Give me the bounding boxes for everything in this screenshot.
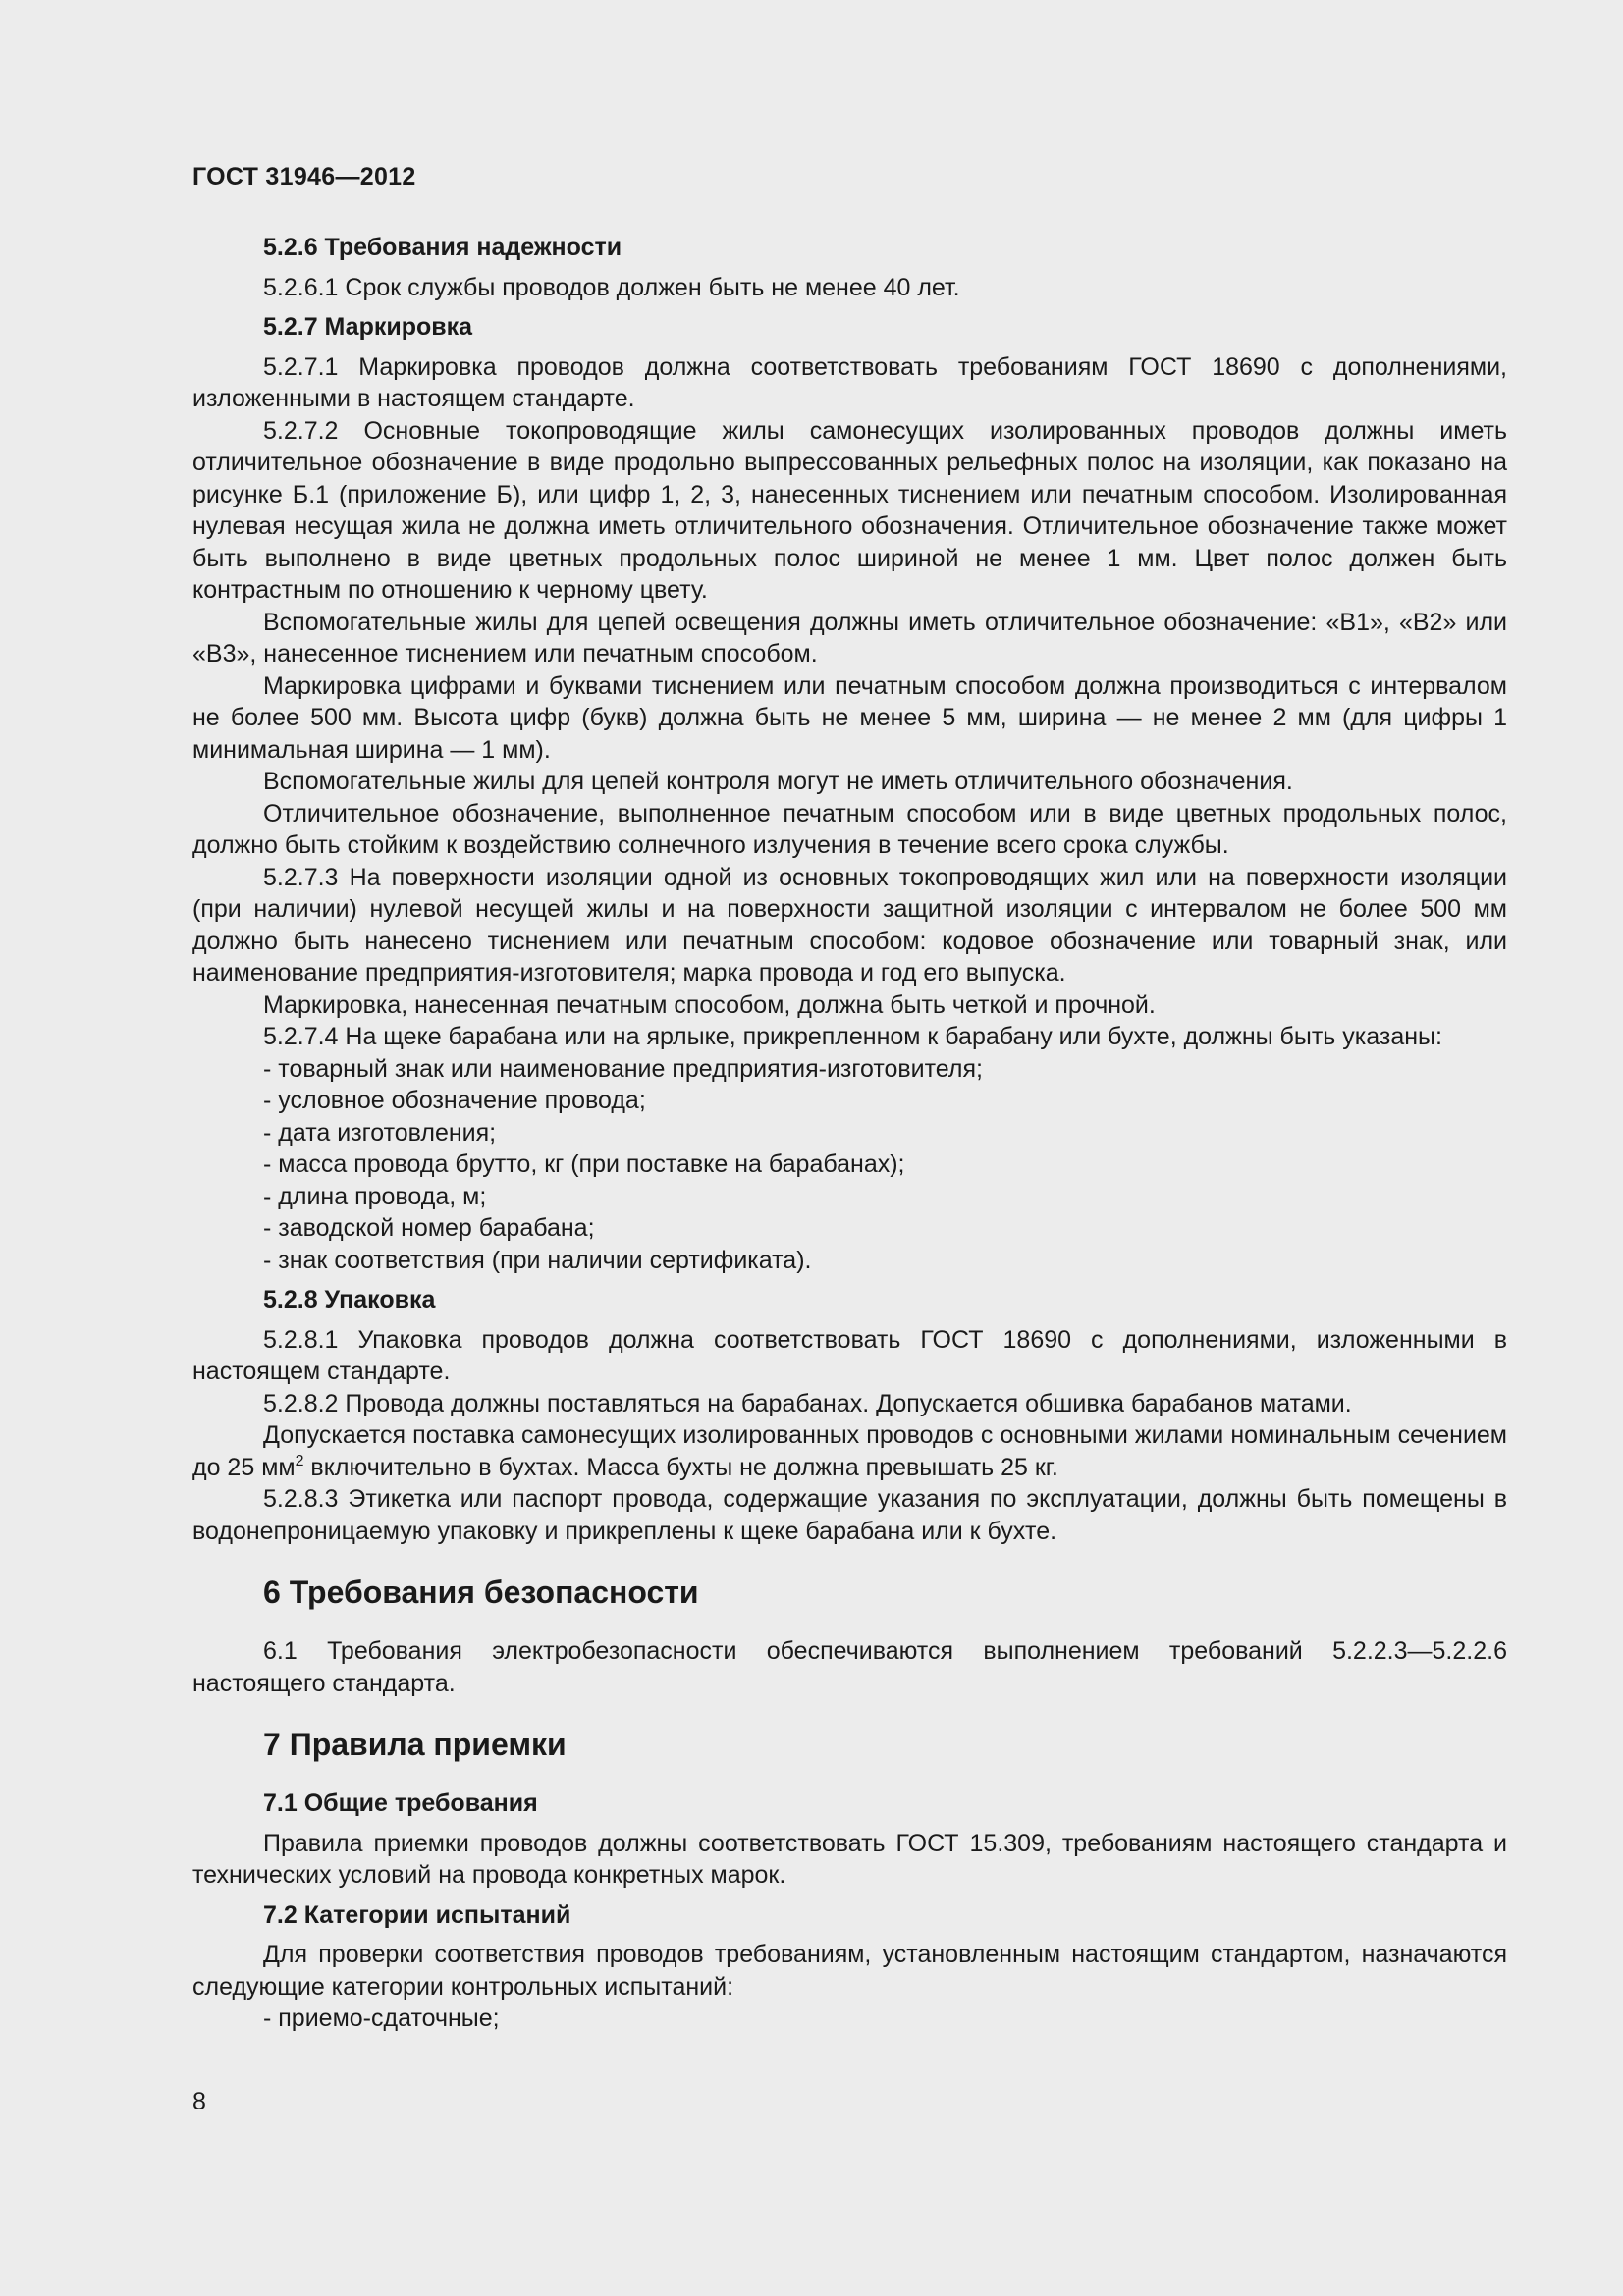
section-7-heading: 7 Правила приемки	[263, 1727, 567, 1762]
paragraph-7-1: Правила приемки проводов должны соответствовать ГОСТ 15.309, требованиям настоящего стандарта и технических условий на провода конкретных марок.	[192, 1829, 1507, 1889]
section-7-1-heading: 7.1 Общие требования	[263, 1789, 538, 1817]
paragraph-5-2-8-2: 5.2.8.2 Провода должны поставляться на барабанах. Допускается обшивка барабанов матами.	[263, 1389, 1352, 1417]
paragraph-5-2-8-3: 5.2.8.3 Этикетка или паспорт провода, содержащие указания по эксплуатации, должны быть помещены в водонепроницаемую упаковку и прикреплены к щеке барабана или к бухте.	[192, 1485, 1507, 1545]
list-item: - товарный знак или наименование предприятия-изготовителя;	[263, 1054, 983, 1083]
paragraph-5-2-8-1: 5.2.8.1 Упаковка проводов должна соответствовать ГОСТ 18690 с дополнениями, изложенными в настоящем стандарте.	[192, 1325, 1507, 1385]
list-item: - длина провода, м;	[263, 1182, 487, 1210]
list-item: - заводской номер барабана;	[263, 1214, 595, 1242]
page-number: 8	[192, 2088, 206, 2115]
coil-delivery-text-b: включительно в бухтах. Масса бухты не должна превышать 25 кг.	[303, 1453, 1058, 1481]
paragraph-5-2-7-2: 5.2.7.2 Основные токопроводящие жилы самонесущих изолированных проводов должны иметь отличительное обозначение в виде продольно выпрессованных рельефных полос на изоляции, как показано на рисунке Б.1 (приложение Б), или цифр 1, 2, 3, нанесенных тиснением или печатным способом. Изолированная нулевая несущая жила не должна иметь отличительного обозначения. Отличительное обозначение также может быть выполнено в виде цветных продольных полос шириной не менее 1 мм. Цвет полос должен быть контрастным по отношению к черному цвету.	[192, 416, 1507, 604]
list-item: - условное обозначение провода;	[263, 1087, 646, 1114]
list-item: - дата изготовления;	[263, 1118, 497, 1147]
list-item: - приемо-сдаточные;	[263, 2004, 500, 2032]
section-6-heading: 6 Требования безопасности	[263, 1575, 699, 1610]
drum-label-list	[192, 1053, 1507, 1277]
paragraph-marking-interval: Маркировка цифрами и буквами тиснением или печатным способом должна производиться с интервалом не более 500 мм. Высота цифр (букв) должна быть не менее 5 мм, ширина — не менее 2 мм (для цифры 1 минимальная ширина — 1 мм).	[192, 671, 1507, 764]
page-content	[192, 232, 1507, 2035]
coil-delivery-text-a: Допускается поставка самонесущих изолированных проводов с основными жилами номинальным сечением до 25 мм	[192, 1421, 1507, 1481]
list-item: - масса провода брутто, кг (при поставке на барабанах);	[263, 1150, 905, 1178]
paragraph-5-2-7-4: 5.2.7.4 На щеке барабана или на ярлыке, прикрепленном к барабану или бухте, должны быть указаны:	[263, 1023, 1442, 1050]
section-5-2-6-heading: 5.2.6 Требования надежности	[263, 234, 622, 261]
document-header: ГОСТ 31946—2012	[192, 163, 416, 190]
section-5-2-8-heading: 5.2.8 Упаковка	[263, 1286, 436, 1313]
list-item: - знак соответствия (при наличии сертификата).	[263, 1246, 812, 1274]
superscript-square: 2	[295, 1452, 304, 1469]
paragraph-5-2-7-1: 5.2.7.1 Маркировка проводов должна соответствовать требованиям ГОСТ 18690 с дополнениями, изложенными в настоящем стандарте.	[192, 352, 1507, 412]
paragraph-auxiliary-control: Вспомогательные жилы для цепей контроля могут не иметь отличительного обозначения.	[263, 768, 1293, 795]
paragraph-7-2: Для проверки соответствия проводов требованиям, установленным настоящим стандартом, назначаются следующие категории контрольных испытаний:	[192, 1941, 1507, 2001]
section-5-2-7-heading: 5.2.7 Маркировка	[263, 313, 473, 341]
paragraph-coil-delivery	[192, 1419, 1507, 1483]
paragraph-5-2-7-3: 5.2.7.3 На поверхности изоляции одной из основных токопроводящих жил или на поверхности изоляции (при наличии) нулевой несущей жилы и на поверхности защитной изоляции с интервалом не более 500 мм должно быть нанесено тиснением или печатным способом: кодовое обозначение или товарный знак, или наименование предприятия-изготовителя; марка провода и год его выпуска.	[192, 863, 1507, 987]
paragraph-6-1: 6.1 Требования электробезопасности обеспечиваются выполнением требований 5.2.2.3—5.2.2.6 настоящего стандарта.	[192, 1637, 1507, 1697]
paragraph-auxiliary-lighting: Вспомогательные жилы для цепей освещения должны иметь отличительное обозначение: «В1», «В2» или «В3», нанесенное тиснением или печатным способом.	[192, 608, 1507, 667]
paragraph-marking-durability: Отличительное обозначение, выполненное печатным способом или в виде цветных продольных полос, должно быть стойким к воздействию солнечного излучения в течение всего срока службы.	[192, 799, 1507, 859]
paragraph-printed-marking: Маркировка, нанесенная печатным способом, должна быть четкой и прочной.	[263, 990, 1156, 1019]
paragraph-5-2-6-1: 5.2.6.1 Срок службы проводов должен быть не менее 40 лет.	[263, 273, 960, 301]
section-7-2-heading: 7.2 Категории испытаний	[263, 1900, 571, 1929]
